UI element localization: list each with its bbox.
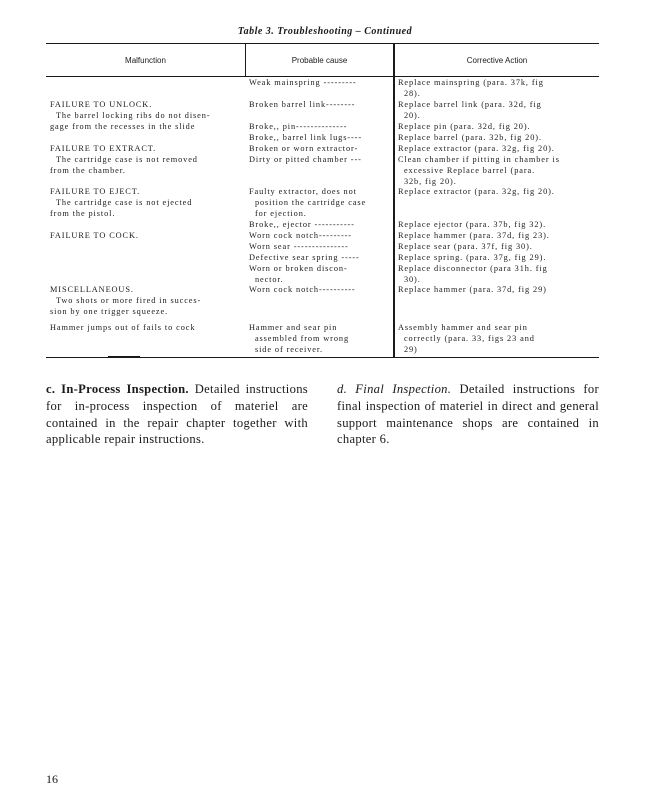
cause-line: assembled from wrong xyxy=(249,334,349,343)
page-number: 16 xyxy=(46,772,58,786)
paragraph-d-heading: d. Final Inspection. xyxy=(337,382,452,396)
malfunction-line: Two shots or more fired in succes- xyxy=(50,296,202,305)
malfunction-line: The cartridge case is not removed xyxy=(50,155,198,164)
cause-line: Weak mainspring --------- xyxy=(249,78,357,87)
action-line: Replace ejector (para. 37b, fig 32). xyxy=(398,220,547,229)
malfunction-line: gage from the recesses in the slide xyxy=(50,122,196,131)
malfunction-line: from the chamber. xyxy=(50,166,126,175)
malfunction-line: from the pistol. xyxy=(50,209,116,218)
action-line: Replace extractor (para. 32g, fig 20). xyxy=(398,187,555,196)
table-caption: Table 3. Troubleshooting – Continued xyxy=(237,26,413,37)
cause-line: for ejection. xyxy=(249,209,307,218)
action-line: 29) xyxy=(398,345,418,354)
action-line: Replace mainspring (para. 37k, fig xyxy=(398,78,544,87)
cause-line: Worn cock notch---------- xyxy=(249,285,356,294)
cause-line: Broke,, ejector ----------- xyxy=(249,220,355,229)
malfunction-line: Hammer jumps out of fails to cock xyxy=(50,323,196,332)
cause-line: Broken barrel link-------- xyxy=(249,100,356,109)
action-line: Assembly hammer and sear pin xyxy=(398,323,528,332)
cause-line: Broken or worn extractor- xyxy=(249,144,359,153)
action-line: Replace spring. (para. 37g, fig 29). xyxy=(398,253,547,262)
table-bottom-mark xyxy=(108,356,140,358)
action-line: 30). xyxy=(398,275,421,284)
cause-line: Defective sear spring ----- xyxy=(249,253,360,262)
malfunction-line: The cartridge case is not ejected xyxy=(50,198,193,207)
action-line: Replace extractor (para. 32g, fig 20). xyxy=(398,144,555,153)
malfunction-line: MISCELLANEOUS. xyxy=(50,285,134,294)
action-line: Replace barrel link (para. 32d, fig xyxy=(398,100,542,109)
header-probable-cause: Probable cause xyxy=(291,56,348,65)
action-line: Replace disconnector (para 31h. fig xyxy=(398,264,548,273)
action-line: 32b, fig 20). xyxy=(398,177,457,186)
cause-line: Worn sear --------------- xyxy=(249,242,349,251)
action-line: excessive Replace barrel (para. xyxy=(398,166,536,175)
action-line: correctly (para. 33, figs 23 and xyxy=(398,334,535,343)
table-top-rule xyxy=(46,43,599,44)
action-line: Replace pin (para. 32d, fig 20). xyxy=(398,122,531,131)
paragraph-c-text: Detailed instructions for in-process inspection of materiel are contained in the repair chapter together with applicable repair instructions. xyxy=(46,382,308,447)
action-line: 28). xyxy=(398,89,421,98)
paragraph-d xyxy=(337,381,599,448)
header-corrective-action: Corrective Action xyxy=(466,56,528,65)
malfunction-line: sion by one trigger squeeze. xyxy=(50,307,169,316)
paragraph-d-text: Detailed instructions for final inspection of materiel in direct and general support maintenance shops are contained in chapter 6. xyxy=(337,382,599,447)
cause-line: side of receiver. xyxy=(249,345,324,354)
cause-line: Worn cock notch--------- xyxy=(249,231,352,240)
cause-line: Broke,, pin-------------- xyxy=(249,122,348,131)
action-line: Replace barrel (para. 32b, fig 20). xyxy=(398,133,542,142)
cause-line: Faulty extractor, does not xyxy=(249,187,357,196)
action-line: 20). xyxy=(398,111,421,120)
malfunction-line: FAILURE TO COCK. xyxy=(50,231,139,240)
cause-line: nector. xyxy=(249,275,284,284)
action-line: Replace hammer (para. 37d, fig 29) xyxy=(398,285,547,294)
action-line: Replace sear (para. 37f, fig 30). xyxy=(398,242,533,251)
paragraph-c xyxy=(46,381,308,448)
paragraph-c-heading: c. In-Process Inspection. xyxy=(46,382,189,396)
header-malfunction: Malfunction xyxy=(125,56,166,65)
malfunction-line: The barrel locking ribs do not disen- xyxy=(50,111,211,120)
column-divider-2 xyxy=(393,44,395,358)
malfunction-line: FAILURE TO EXTRACT. xyxy=(50,144,157,153)
cause-line: Broke,, barrel link lugs---- xyxy=(249,133,362,142)
cause-line: Worn or broken discon- xyxy=(249,264,348,273)
malfunction-line: FAILURE TO UNLOCK. xyxy=(50,100,153,109)
action-line: Replace hammer (para. 37d, fig 23). xyxy=(398,231,550,240)
cause-line: Hammer and sear pin xyxy=(249,323,338,332)
cause-line: Dirty or pitted chamber --- xyxy=(249,155,362,164)
malfunction-line: FAILURE TO EJECT. xyxy=(50,187,141,196)
action-line: Clean chamber if pitting in chamber is xyxy=(398,155,560,164)
cause-line: position the cartridge case xyxy=(249,198,367,207)
